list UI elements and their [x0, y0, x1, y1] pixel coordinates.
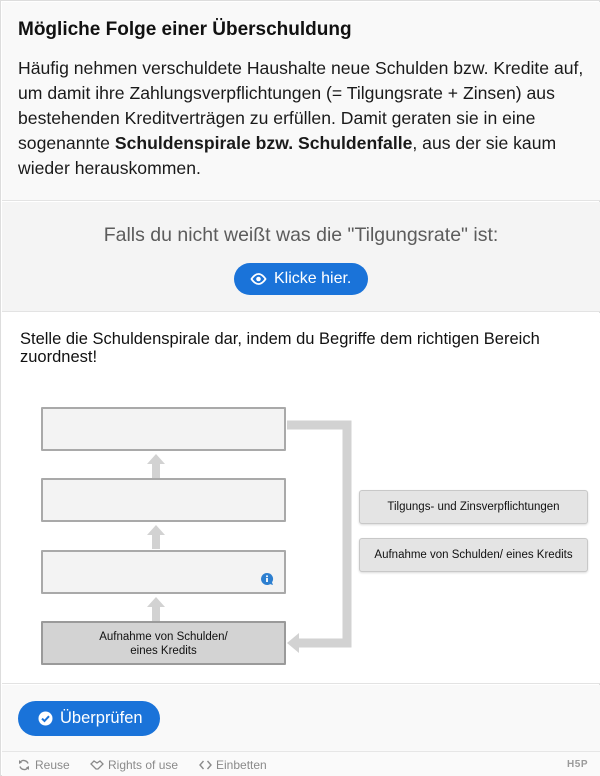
embed-label: Einbetten: [216, 758, 267, 772]
dropzone-2[interactable]: [41, 478, 286, 522]
handshake-icon: [90, 759, 104, 771]
intro-paragraph: Häufig nehmen verschuldete Haushalte neue Schulden bzw. Kredite auf, um damit ihre Zahlungsverpflichtungen (= Tilgungsrate + Zinsen) aus bestehenden Kreditverträgen zu erfüllen. Damit geraten sie in eine sogenannte Schuldenspirale bzw. Schuldenfalle, aus der sie kaum wieder herauskommen.: [18, 58, 584, 178]
code-icon: [199, 759, 212, 771]
dropzone-1[interactable]: [41, 407, 286, 451]
reveal-button-label: Klicke hier.: [274, 270, 352, 287]
check-circle-icon: [38, 711, 53, 726]
reuse-link[interactable]: [18, 758, 78, 772]
embed-link[interactable]: [199, 758, 279, 772]
intro-section: [2, 2, 600, 201]
task-question: Stelle die Schuldenspirale dar, indem du Begriffe dem richtigen Bereich zuordnest!: [20, 330, 540, 366]
dropzone-4[interactable]: Aufnahme von Schulden/ eines Kredits: [41, 621, 286, 665]
rights-link[interactable]: [90, 758, 190, 772]
reveal-button[interactable]: [234, 263, 368, 295]
check-area: [2, 685, 600, 751]
eye-icon: [250, 272, 267, 286]
up-arrow-icon: [147, 597, 165, 621]
rights-label: Rights of use: [108, 758, 179, 772]
up-arrow-icon: [147, 454, 165, 478]
task-section: [2, 313, 600, 684]
page-title: Mögliche Folge einer Überschuldung: [18, 19, 352, 40]
footer: [2, 751, 600, 776]
intro-bold-term: Schuldenspirale bzw. Schuldenfalle: [114, 133, 413, 153]
reuse-label: Reuse: [35, 758, 70, 772]
dropzone-3[interactable]: [41, 550, 286, 594]
info-icon[interactable]: [260, 572, 274, 586]
up-arrow-icon: [147, 525, 165, 549]
tip-text: Falls du nicht weißt was die "Tilgungsrate" ist:: [103, 224, 499, 246]
reuse-icon: [18, 759, 30, 771]
draggable-item[interactable]: Tilgungs- und Zinsverpflichtungen: [359, 490, 588, 524]
h5p-logo[interactable]: H5P: [567, 759, 588, 770]
check-button[interactable]: [18, 701, 160, 736]
tip-section: [2, 202, 600, 312]
draggable-item[interactable]: Aufnahme von Schulden/ eines Kredits: [359, 538, 588, 572]
check-button-label: Überprüfen: [60, 709, 143, 727]
